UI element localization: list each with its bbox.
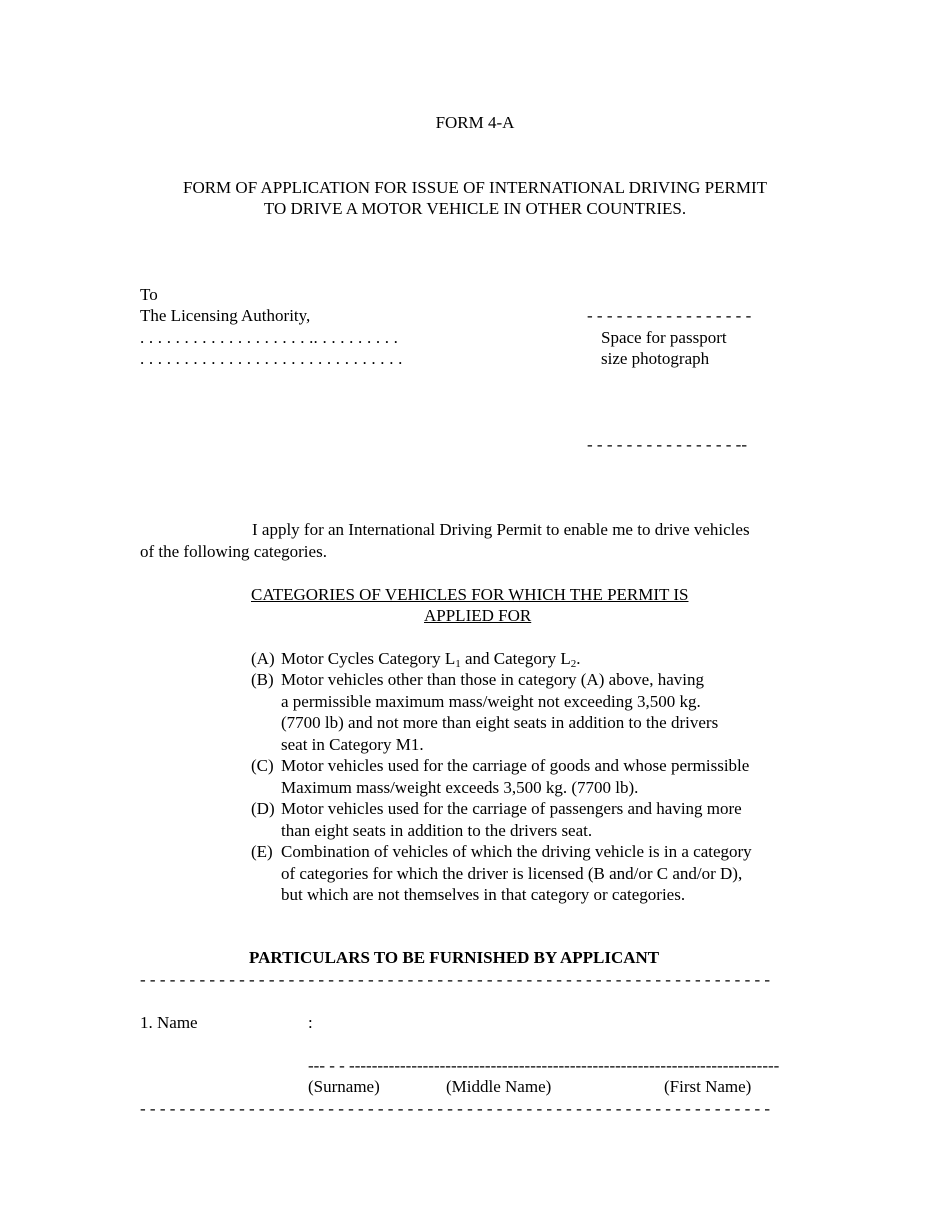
category-letter: (C) [251, 756, 274, 775]
photo-box-top-line: - - - - - - - - - - - - - - - - - [587, 306, 752, 325]
form-title-line-1: FORM OF APPLICATION FOR ISSUE OF INTERNATIONAL DRIVING PERMIT [182, 178, 768, 197]
category-text: Motor vehicles used for the carriage of passengers and having more than eight seats in addition to the drivers seat. [281, 799, 742, 840]
particulars-heading: PARTICULARS TO BE FURNISHED BY APPLICANT [249, 948, 660, 967]
separator-top: - - - - - - - - - - - - - - - - - - - - - - - - - - - - - - - - - - - - - - - - - - - - - - - - - - - - - - - - - - - - - - - - [140, 970, 771, 989]
middle-name-label: (Middle Name) [446, 1077, 552, 1096]
category-text: Motor vehicles other than those in category (A) above, having a permissible maximum mass/weight not exceeding 3,500 kg. (7700 lb) and not more than eight seats in addition to the drivers seat in Category M1. [281, 670, 719, 754]
form-title-line-2: TO DRIVE A MOTOR VEHICLE IN OTHER COUNTRIES. [263, 199, 687, 218]
category-letter: (E) [251, 842, 273, 861]
photo-box-label-2: size photograph [601, 349, 710, 368]
intro-line-2: of the following categories. [140, 542, 327, 561]
name-label: 1. Name [140, 1013, 198, 1032]
name-entry-line[interactable]: --- - - ---------------------------------------------------------------------------- [308, 1056, 780, 1075]
address-dots-line-2: . . . . . . . . . . . . . . . . . . . . . . . . . . . . . . [140, 349, 403, 368]
address-dots-line-1: . . . . . . . . . . . . . . . . . . . .. . . . . . . . . . [140, 328, 399, 347]
form-number: FORM 4-A [435, 113, 515, 132]
category-text: Motor vehicles used for the carriage of goods and whose permissible Maximum mass/weight exceeds 3,500 kg. (7700 lb). [281, 756, 750, 797]
category-text: Motor Cycles Category $L_1$ and Category $L_2$. [281, 649, 581, 670]
address-to: To [140, 285, 158, 304]
address-authority: The Licensing Authority, [140, 306, 311, 325]
category-text: Combination of vehicles of which the driving vehicle is in a category of categories for which the driver is licensed (B and/or C and/or D), but which are not themselves in that category or categories. [281, 842, 752, 904]
category-letter: (B) [251, 670, 274, 689]
photo-box-label-1: Space for passport [601, 328, 727, 347]
photo-box-bottom-line: - - - - - - - - - - - - - - - -- [587, 435, 747, 454]
separator-bottom: - - - - - - - - - - - - - - - - - - - - - - - - - - - - - - - - - - - - - - - - - - - - - - - - - - - - - - - - - - - - - - - - [140, 1099, 771, 1118]
first-name-label: (First Name) [664, 1077, 752, 1096]
name-colon: : [308, 1013, 313, 1032]
categories-heading-line-2: APPLIED FOR [424, 606, 532, 625]
intro-line-1: I apply for an International Driving Permit to enable me to drive vehicles [252, 520, 750, 539]
categories-heading-line-1: CATEGORIES OF VEHICLES FOR WHICH THE PERMIT IS [251, 585, 689, 604]
category-letter: (D) [251, 799, 275, 818]
surname-label: (Surname) [308, 1077, 380, 1096]
category-letter: (A) [251, 649, 275, 668]
